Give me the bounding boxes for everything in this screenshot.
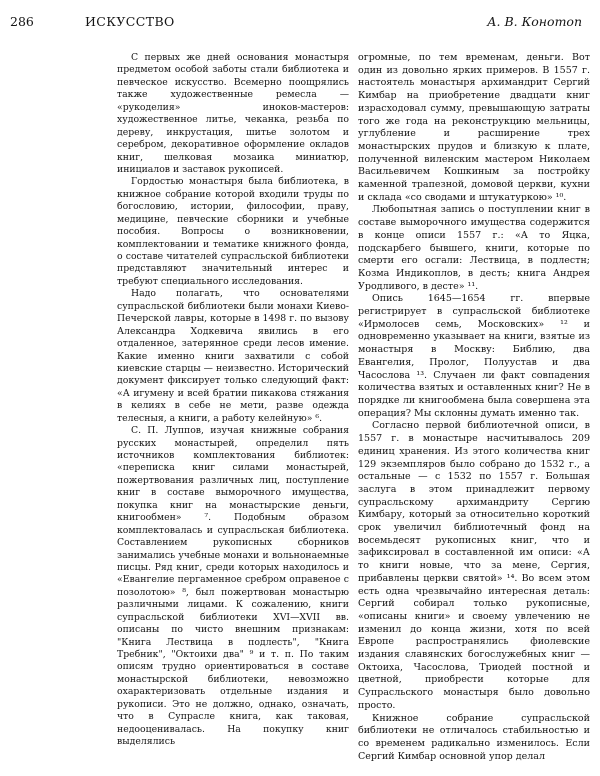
paragraph: Книжное собрание супрасльской библиотеки не отличалось стабильностью и со временем радикально изменилось. Если Сергий Кимбар основной упор делал: [358, 712, 590, 762]
paragraph: С первых же дней основания монастыря предметом особой заботы стали библиотека и певческое искусство. Всемерно поощрялись также художественные ремесла — «рукоделия» иноков-мастеров: художественное литье, чеканка, резьба по дереву, инкрустация, шитье золотом и серебром, декоративное оформление окладов книг, шелковая мозаика миниатюр, инициалов и заставок рукописей.: [117, 52, 349, 175]
paragraph: Согласно первой библиотечной описи, в 1557 г. в монастыре насчитывалось 209 единиц хранения. Из этого количества книг 129 экземпляров было собрано до 1532 г., а остальные — с 1532 по 1557 г. Большая заслуга в этом принадлежит первому супрасльскому архимандриту Сергию Кимбару, который за относительно короткий срок увеличил библиотечный фонд на восемьдесят рукописных книг, что и зафиксировал в составленной им описи: «А то книги новые, что за мене, Сергия, прибавлены церкви святой» ¹⁴. Во всем этом есть одна чрезвычайно интересная деталь: Сергий собирал только рукописные, «описаны книги» и своему увлечению не изменил до конца жизни, хотя по всей Европе распространялись фиолевские издания славянских богослужебных книг — Октоиха, Часослова, Триодей постной и цветной, приобрести которые для Супрасльского монастыря было довольно просто.: [358, 420, 590, 711]
left-column: [117, 52, 349, 749]
paragraph: Гордостью монастыря была библиотека, в книжное собрание которой входили труды по богословию, истории, философии, праву, медицине, певческие сборники и учебные пособия. Вопросы о возникновении, комплектовании и тематике книжного фонда, о составе читателей супрасльской библиотеки представляют значительный интерес и требуют специального исследования.: [117, 176, 349, 287]
paragraph-continued: огромные, по тем временам, деньги. Вот один из довольно ярких примеров. В 1557 г. настоятель монастыря архимандрит Сергий Кимбар на приобретение двадцати книг израсходовал сумму, превышающую затраты того же года на реконструкцию мельницы, углубление и расширение трех монастырских прудов и близкую к плате, полученной виленским мастером Николаем Васильевичем Кошкиным за постройку каменной трапезной, домовой церкви, кухни и склада «со сводами и штукатуркою» ¹⁰.: [358, 52, 590, 203]
paragraph: С. П. Луппов, изучая книжные собрания русских монастырей, определил пять источников комплектования библиотек: «переписка книг силами монастырей, пожертвования различных лиц, поступление книг в составе выморочного имущества, покупка книг на монастырские деньги, книгообмен» ⁷. Подобным образом комплектовалась и супрасльская библиотека. Составлением рукописных сборников занимались учебные монахи и вольнонаемные писцы. Ряд книг, среди которых находилось и «Евангелие пергаменное сребром оправеное с позолотою» ⁸, был пожертвован монастырю различными лицами. К сожалению, книги супрасльской библиотеки XVI—XVII вв. описаны по чисто внешним признакам: "Книга Лествица в подлесть", "Книга Требник", "Октоихи два" ⁹ и т. п. По таким описям трудно ориентироваться в составе монастырской библиотеки, невозможно охарактеризовать отдельные издания и рукописи. Это не должно, однако, означать, что в Супрасле книга, как таковая, недооценивалась. На покупку книг выделялись: [117, 425, 349, 748]
paragraph: Надо полагать, что основателями супрасльской библиотеки были монахи Киево-Печерской лавры, которые в 1498 г. по вызову Александра Ходкевича явились в его отдаленное, затерянное среди лесов имение. Какие именно книги захватили с собой киевские старцы — неизвестно. Исторический документ фиксирует только следующий факт: «А игумену и всей братии пикакова стяжания в келиях в себе не мети, разве одежда телесныя, а книги, а работу келейную» ⁶.: [117, 288, 349, 424]
right-column: [358, 52, 590, 763]
page-number: 286: [10, 14, 34, 29]
paragraph: Опись 1645—1654 гг. впервые регистрирует в супрасльской библиотеке «Ирмолосев семь, Московских» ¹² и одновременно указывает на книги, взятые из монастыря в Москву: Библию, два Евангелия, Пролог, Полуустав и два Часослова ¹³. Случаен ли факт совпадения количества взятых и оставленных книг? Не в порядке ли книгообмена была совершена эта операция? Мы склонны думать именно так.: [358, 293, 590, 419]
running-author: А. В. Конотоп: [487, 14, 582, 29]
running-title: ИСКУССТВО: [85, 14, 175, 29]
page-header: [0, 0, 600, 40]
paragraph: Любопытная запись о поступлении книг в составе выморочного имущества содержится в конце описи 1557 г.: «А то Яцка, подскарбего бывшего, книги, которые по смерти его осгали: Лествица, в подлестн; Козма Индикоплов, в десть; книга Андрея Уродливого, в десте» ¹¹.: [358, 204, 590, 292]
